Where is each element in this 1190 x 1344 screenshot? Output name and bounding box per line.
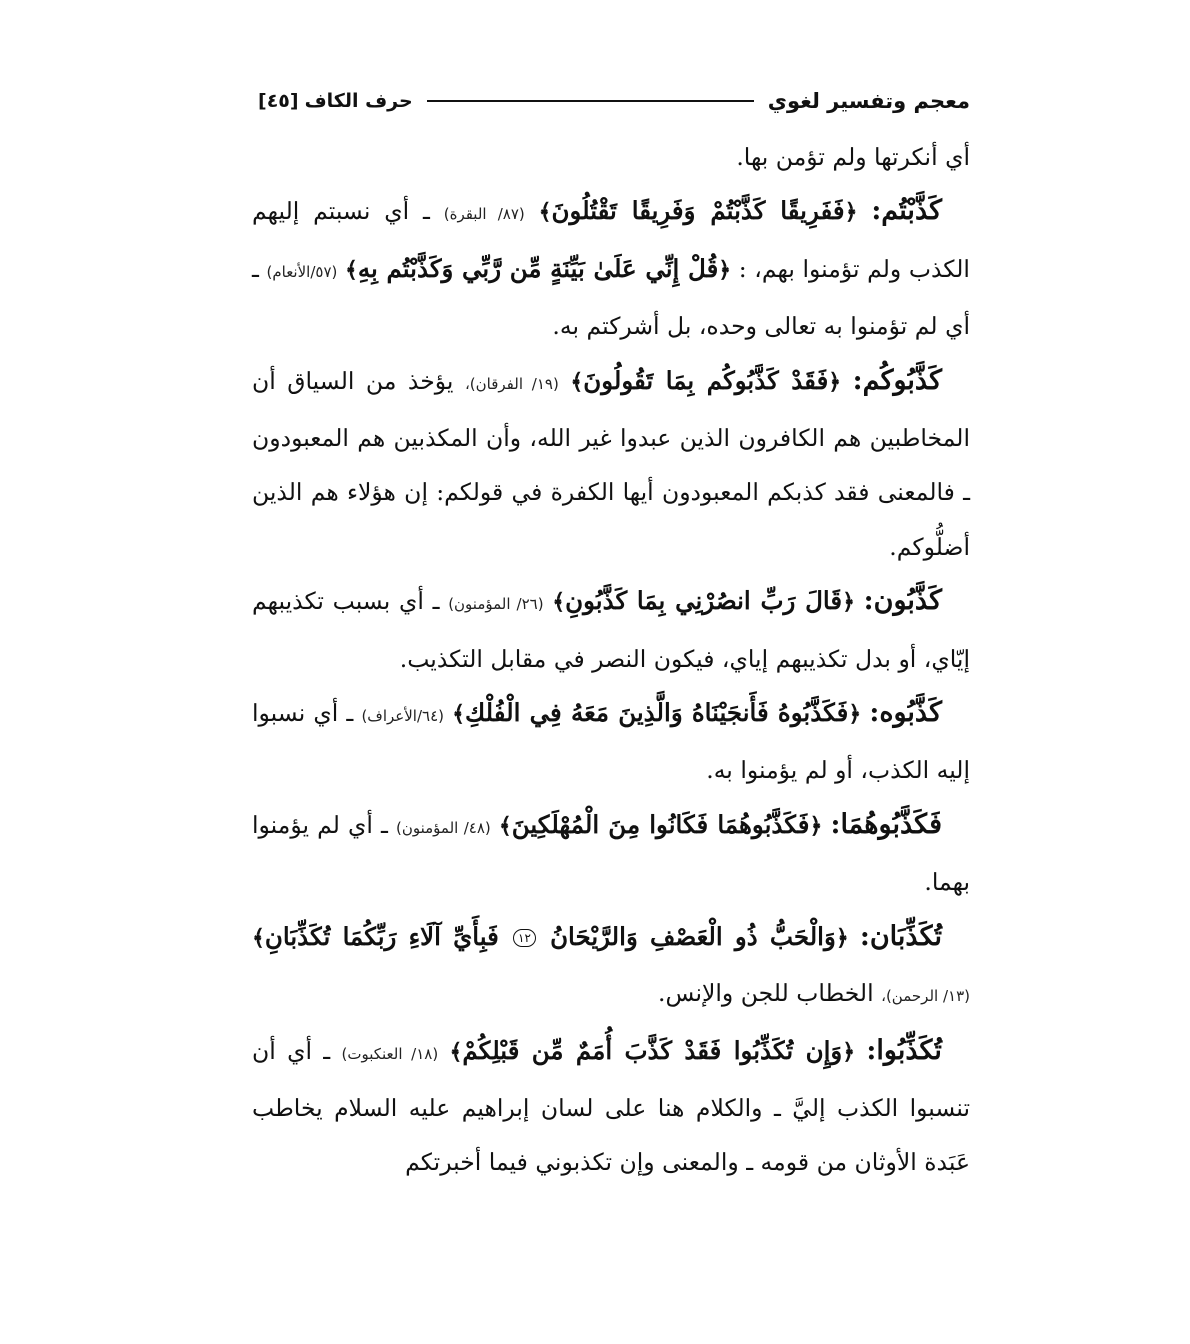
- entry-text: يؤخذ من السياق أن المخاطبين هم الكافرون الذين عبدوا غير الله، وأن المكذبين هم المعبودون ـ فالمعنى فقد كذبكم المعبودون أيها الكفرة في قولكم: إن هؤلاء هم الذين أضلُّوكم.: [252, 366, 970, 561]
- entry-headword: فَكَذَّبُوهُمَا:: [830, 808, 942, 840]
- quran-verse: فَفَرِيقًا كَذَّبْتُمْ وَفَرِيقًا تَقْتُلُونَ: [551, 196, 845, 226]
- verse-reference: (١٣/ الرحمن)،: [881, 987, 970, 1006]
- entry-headword: تُكَذِّبَان:: [859, 920, 942, 952]
- entry-text: أي أنكرتها ولم تؤمن بها.: [736, 143, 970, 171]
- quran-verse: فَقَدْ كَذَّبُوكُم بِمَا تَقُولُونَ: [583, 365, 829, 395]
- entry-text: ـ أي أن تنسبوا الكذب إليَّ ـ والكلام هنا على لسان إبراهيم عليه السلام يخاطب عَبَدة الأوثان من قومه ـ والمعنى وإن تكذبوني فيما أخبرتكم: [252, 1036, 970, 1177]
- entry-text: ـ أي لم تؤمنوا به تعالى وحده، بل أشركتم به.: [252, 254, 970, 341]
- verse-reference: (٢٦/ المؤمنون): [448, 595, 544, 614]
- quran-verse: وَالْحَبُّ ذُو الْعَصْفِ وَالرَّيْحَانُ: [550, 921, 836, 951]
- verse-reference: (١٨/ العنكبوت): [341, 1044, 439, 1063]
- verse-reference: (٦٤/الأعراف): [361, 707, 445, 726]
- verse-reference: (٤٨/ المؤمنون): [396, 818, 491, 837]
- quran-verse: قَالَ رَبِّ انصُرْنِي بِمَا كَذَّبُونِ: [565, 586, 843, 616]
- entry-headword: تُكَذِّبُوا:: [866, 1034, 942, 1066]
- verse-number-mark: ١٢: [513, 929, 536, 947]
- entry-text: ـ أي نسبوا إليه الكذب، أو لم يؤمنوا به.: [252, 699, 970, 785]
- entry-headword: كَذَّبْتُم:: [871, 195, 942, 227]
- entry-headword: كَذَّبُون:: [863, 585, 942, 617]
- book-title: معجم وتفسير لغوي: [767, 89, 970, 113]
- verse-reference: (٥٧/الأنعام): [266, 262, 338, 281]
- header-rule: [427, 100, 754, 102]
- entry-text: ـ أي لم يؤمنوا بهما.: [252, 810, 970, 897]
- entry-text: الخطاب للجن والإنس.: [658, 979, 874, 1008]
- entry-paragraph: تُكَذِّبُوا: ﴿وَإِن تُكَذِّبُوا فَقَدْ كَذَّبَ أُمَمٌ مِّن قَبْلِكُمْ﴾ (١٨/ العنكبوت) ـ أي أن تنسبوا الكذب إليَّ ـ والكلام هنا على لسان إبراهيم عليه السلام يخاطب عَبَدة الأوثان من قومه ـ والمعنى وإن تكذبوني فيما أخبرتكم: [252, 1034, 970, 1177]
- entry-paragraph: [252, 130, 970, 184]
- entry-paragraph: تُكَذِّبَان: ﴿وَالْحَبُّ ذُو الْعَصْفِ وَالرَّيْحَانُ ١٢ فَبِأَيِّ آلَاءِ رَبِّكُمَا تُكَذِّبَانِ﴾ (١٣/ الرحمن)، الخطاب للجن والإنس.: [252, 920, 970, 1008]
- entry-paragraph: فَكَذَّبُوهُمَا: ﴿فَكَذَّبُوهُمَا فَكَانُوا مِنَ الْمُهْلَكِينَ﴾ (٤٨/ المؤمنون) ـ أي لم يؤمنوا بهما.: [252, 808, 970, 897]
- quran-verse: فَكَذَّبُوهُمَا فَكَانُوا مِنَ الْمُهْلَكِينَ: [511, 809, 810, 839]
- entry-paragraph: كَذَّبْتُم: ﴿فَفَرِيقًا كَذَّبْتُمْ وَفَرِيقًا تَقْتُلُونَ﴾ (٨٧/ البقرة) ـ أي نسبتم إليهم الكذب ولم تؤمنوا بهم، : ﴿قُلْ إِنِّي عَلَىٰ بَيِّنَةٍ مِّن رَّبِّي وَكَذَّبْتُم بِهِ﴾ (٥٧/الأنعام) ـ أي لم تؤمنوا به تعالى وحده، بل أشركتم به.: [252, 195, 970, 341]
- quran-verse: فَبِأَيِّ آلَاءِ رَبِّكُمَا تُكَذِّبَانِ: [264, 921, 499, 951]
- entry-headword: كَذَّبُوه:: [869, 697, 942, 729]
- page-body: [252, 130, 970, 1190]
- entry-text: ـ أي بسبب تكذيبهم إيّاي، أو بدل تكذيبهم إياي، فيكون النصر في مقابل التكذيب.: [252, 587, 970, 673]
- verse-reference: (١٩/ الفرقان)،: [464, 374, 559, 393]
- verse-reference: (٨٧/ البقرة): [443, 205, 525, 224]
- entry-paragraph: كَذَّبُوه: ﴿فَكَذَّبُوهُ فَأَنجَيْنَاهُ وَالَّذِينَ مَعَهُ فِي الْفُلْكِ﴾ (٦٤/الأعراف) ـ أي نسبوا إليه الكذب، أو لم يؤمنوا به.: [252, 697, 970, 785]
- running-header: [258, 84, 970, 118]
- quran-verse: فَكَذَّبُوهُ فَأَنجَيْنَاهُ وَالَّذِينَ مَعَهُ فِي الْفُلْكِ: [465, 698, 849, 728]
- entry-text: ـ أي نسبتم إليهم الكذب ولم تؤمنوا بهم، :: [252, 197, 970, 283]
- quran-verse: وَإِن تُكَذِّبُوا فَقَدْ كَذَّبَ أُمَمٌ مِّن قَبْلِكُمْ: [462, 1035, 843, 1065]
- entry-headword: كَذَّبُوكُم:: [852, 364, 942, 396]
- quran-verse: قُلْ إِنِّي عَلَىٰ بَيِّنَةٍ مِّن رَّبِّي وَكَذَّبْتُم بِهِ: [357, 253, 719, 283]
- page-number: [٤٥]: [258, 90, 299, 112]
- section-title: حرف الكاف: [304, 90, 413, 112]
- entry-paragraph: كَذَّبُوكُم: ﴿فَقَدْ كَذَّبُوكُم بِمَا تَقُولُونَ﴾ (١٩/ الفرقان)، يؤخذ من السياق أن المخاطبين هم الكافرون الذين عبدوا غير الله، وأن المكذبين هم المعبودون ـ فالمعنى فقد كذبكم المعبودون أيها الكفرة في قولكم: إن هؤلاء هم الذين أضلُّوكم.: [252, 364, 970, 561]
- entry-paragraph: كَذَّبُون: ﴿قَالَ رَبِّ انصُرْنِي بِمَا كَذَّبُونِ﴾ (٢٦/ المؤمنون) ـ أي بسبب تكذيبهم إيّاي، أو بدل تكذيبهم إياي، فيكون النصر في مقابل التكذيب.: [252, 585, 970, 673]
